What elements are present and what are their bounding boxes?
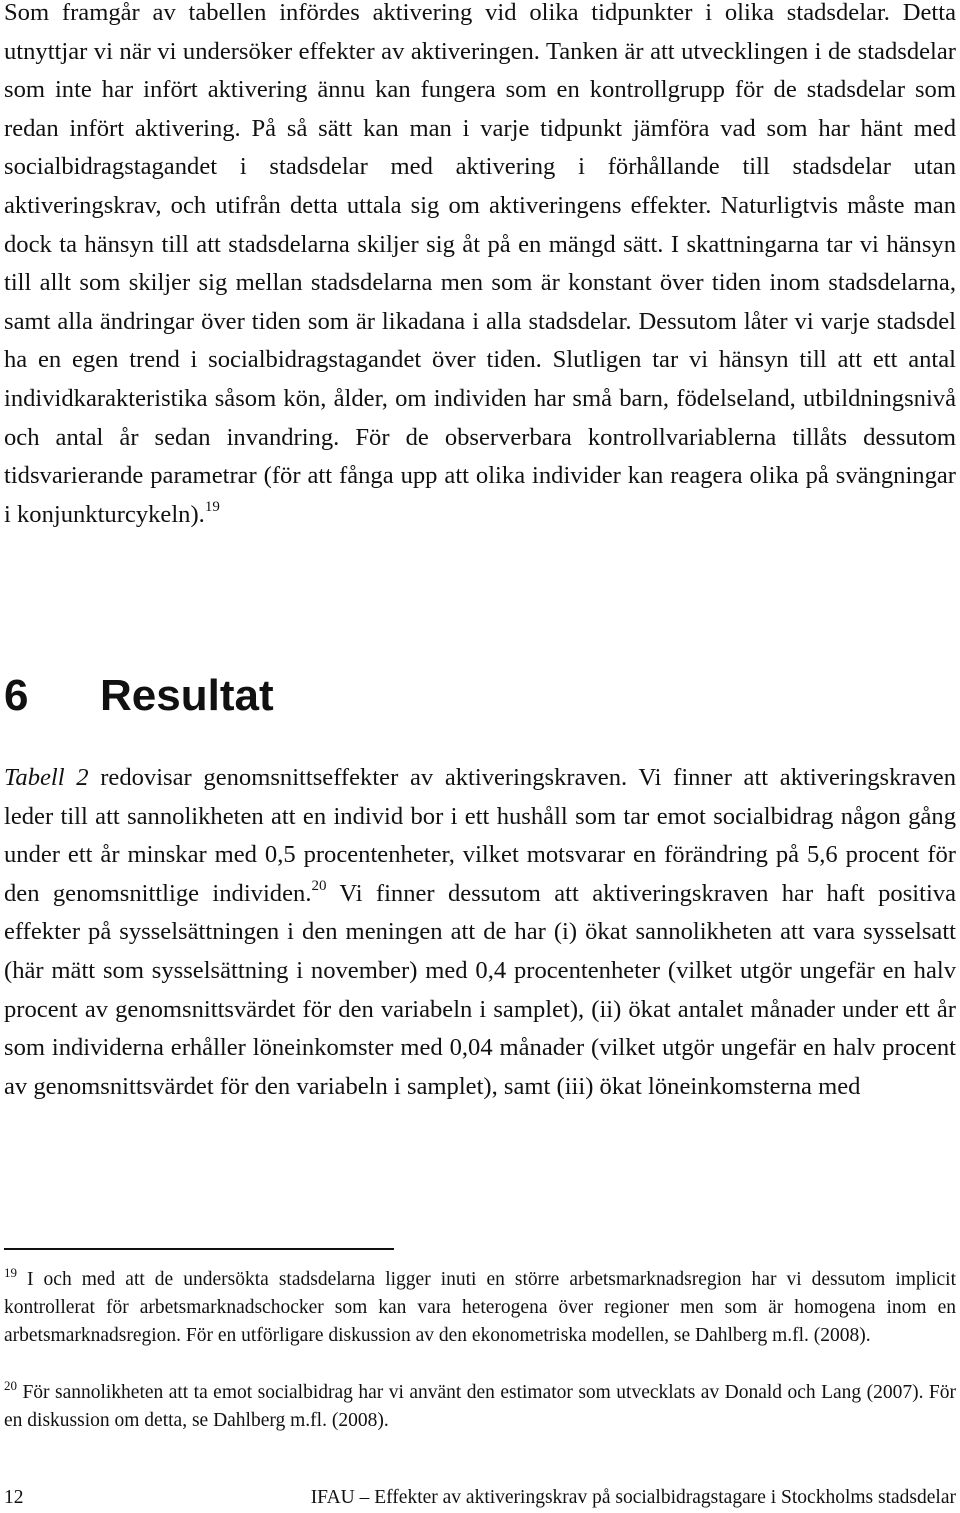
body-paragraph-method [4,0,956,534]
page-number: 12 [4,1487,24,1508]
body-paragraph-results [4,759,956,1106]
table-reference: Tabell 2 [4,764,89,791]
footnote-text: För sannolikheten att ta emot socialbidrag har vi använt den estimator som utvecklats av Donald och Lang (2007). För en diskussion om detta, se Dahlberg m.fl. (2008). [4,1382,956,1432]
paragraph-text-a: redovisar genomsnittseffekter av aktiveringskraven. Vi finner att aktiveringskraven leder till att sannolikheten att en individ bor i ett hushåll som tar emot socialbidrag någon gång under ett år minskar med 0,5 procentenheter, vilket motsvarar en förändring på 5,6 procent för den genomsnittlige individen. [4,764,956,907]
paragraph-text-b: Vi finner dessutom att aktiveringskraven har haft positiva effekter på sysselsättningen i den meningen att de har (i) ökat sannolikheten att vara sysselsatt (här mätt som sysselsättning i november) med 0,4 procentenheter (vilket utgör ungefär en halv procent av genomsnittsvärdet för den variabeln i samplet), (ii) ökat antalet månader under ett år som individerna erhåller löneinkomster med 0,04 månader (vilket utgör ungefär en halv procent av genomsnittsvärdet för den variabeln i samplet), samt (iii) ökat löneinkomsterna med [4,879,957,1100]
section-title: Resultat [100,671,274,720]
section-number: 6 [4,671,29,720]
running-title: IFAU – Effekter av aktiveringskrav på socialbidragstagare i Stockholms stadsdelar [310,1487,956,1508]
footnote-separator [4,1248,394,1250]
footnote-number: 19 [4,1265,17,1280]
footnote-text: I och med att de undersökta stadsdelarna ligger inuti en större arbetsmarknadsregion har vi dessutom implicit kontrollerat för arbetsmarknadschocker som kan vara heterogena över regioner men som är homogena inom en arbetsmarknadsregion. För en utförligare diskussion av den ekonometriska modellen, se Dahlberg m.fl. (2008). [4,1269,956,1347]
paragraph-text: Som framgår av tabellen infördes aktivering vid olika tidpunkter i olika stadsdelar. Detta utnyttjar vi när vi undersöker effekter av aktiveringen. Tanken är att utvecklingen i de stadsdelar som inte har infört aktivering ännu kan fungera som en kontrollgrupp för de stadsdelar som redan infört aktivering. På så sätt kan man i varje tidpunkt jämföra vad som har hänt med socialbidragstagandet i stadsdelar med aktivering i förhållande till stadsdelar utan aktiveringskrav, och utifrån detta uttala sig om aktiveringens effekter. Naturligtvis måste man dock ta hänsyn till att stadsdelarna skiljer sig åt på en mängd sätt. I skattningarna tar vi hänsyn till allt som skiljer sig mellan stadsdelarna men som är konstant över tiden inom stadsdelarna, samt alla ändringar över tiden som är likadana i alla stadsdelar. Dessutom låter vi varje stadsdel ha en egen trend i socialbidragstagandet över tiden. Slutligen tar vi hänsyn till att ett antal individkarakteristika såsom kön, ålder, om individen har små barn, födelseland, utbildningsnivå och antal år sedan invandring. För de observerbara kontrollvariablerna tillåts dessutom tidsvarierande parametrar (för att fånga upp att olika individer kan reagera olika på svängningar i konjunkturcykeln). [4,0,956,528]
footnote-number: 20 [4,1378,17,1393]
section-heading [4,668,274,724]
footnote-ref-19[interactable]: 19 [204,498,220,515]
page-footer [4,1485,956,1511]
footnote-19 [4,1266,956,1351]
footnote-20 [4,1379,956,1435]
footnote-ref-20[interactable]: 20 [311,877,327,894]
